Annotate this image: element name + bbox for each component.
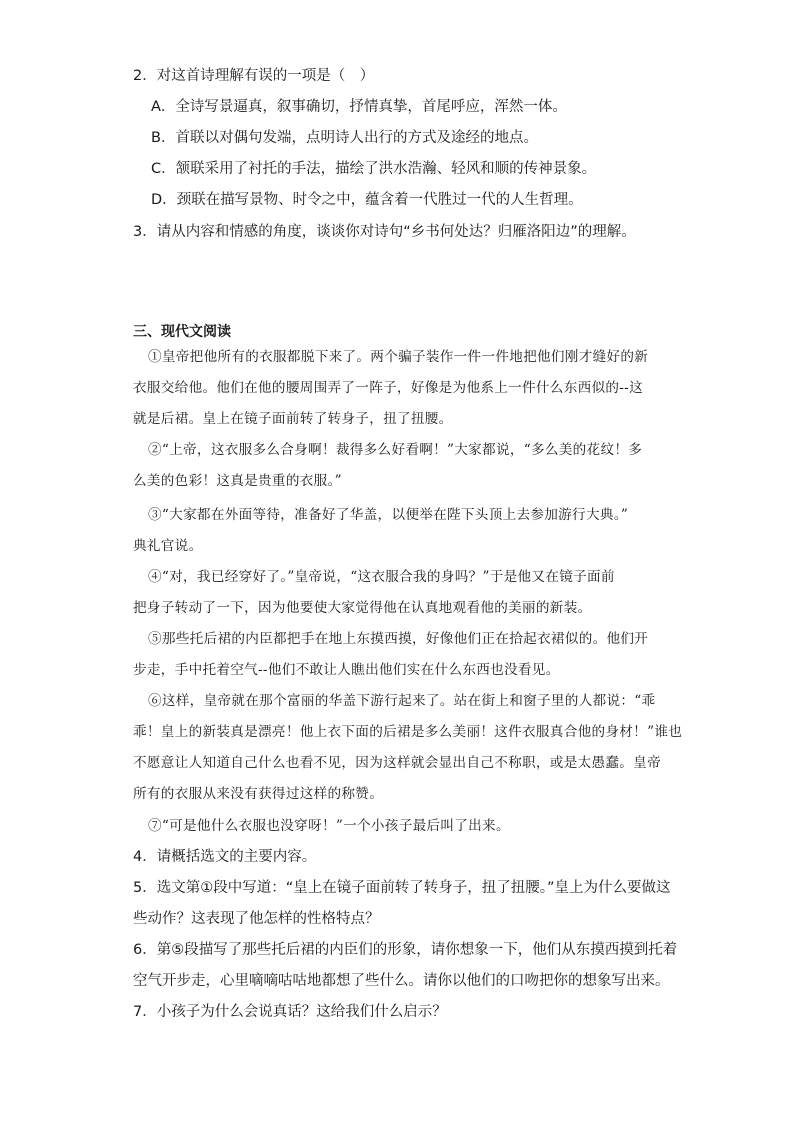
paragraph-1-line-3: 就是后裙。皇上在镜子面前转了转身子，扭了扭腰。 [133,411,453,427]
paragraph-6-line-2: 乖！皇上的新装真是漂亮！他上衣下面的后裙是多么美丽！这件衣服真合他的身材！”谁也 [133,724,683,740]
paragraph-6-line-1: ⑥这样，皇帝就在那个富丽的华盖下游行起来了。站在街上和窗子里的人都说：“乖 [148,693,656,709]
question-4: 4．请概括选文的主要内容。 [133,849,317,865]
question-6-line-2: 空气开步走，心里嘀嘀咕咕地都想了些什么。请你以他们的口吻把你的想象写出来。 [133,973,670,989]
option-c: C．颔联采用了衬托的手法，描绘了洪水浩瀚、轻风和顺的传神景象。 [151,161,597,177]
paragraph-4-line-1: ④“对，我已经穿好了。”皇帝说，“这衣服合我的身吗？”于是他又在镜子面前 [148,569,615,585]
question-5-line-2: 些动作？这表现了他怎样的性格特点？ [133,911,380,927]
paragraph-5-line-2: 步走，手中托着空气--他们不敢让人瞧出他们实在什么东西也没看见。 [133,662,560,678]
question-5-line-1: 5．选文第①段中写道：“皇上在镜子面前转了转身子，扭了扭腰。”皇上为什么要做这 [133,880,671,896]
paragraph-6-line-4: 所有的衣服从来没有获得过这样的称赞。 [133,786,384,802]
paragraph-3-line-1: ③“大家都在外面等待，准备好了华盖，以便举在陛下头顶上去参加游行大典。” [148,507,629,523]
paragraph-5-line-1: ⑤那些托后裙的内臣都把手在地上东摸西摸，好像他们正在拾起衣裙似的。他们开 [148,631,649,647]
paragraph-2-line-1: ②“上帝，这衣服多么合身啊！裁得多么好看啊！”大家都说，“多么美的花纹！多 [148,442,643,458]
question-6-line-1: 6．第⑤段描写了那些托后裙的内臣们的形象，请你想象一下，他们从东摸西摸到托着 [133,942,678,958]
paragraph-7-line-1: ⑦“可是他什么衣服也没穿呀！”一个小孩子最后叫了出来。 [148,818,510,834]
question-2: 2．对这首诗理解有误的一项是（ ） [133,68,375,84]
paragraph-2-line-2: 么美的色彩！这真是贵重的衣服。” [133,473,342,489]
section-heading: 三、现代文阅读 [133,324,231,340]
paragraph-1-line-2: 衣服交给他。他们在他的腰周围弄了一阵子，好像是为他系上一件什么东西似的--这 [133,380,643,396]
paragraph-1-line-1: ①皇帝把他所有的衣服都脱下来了。两个骗子装作一件一件地把他们刚才缝好的新 [148,349,649,365]
option-b: B．首联以对偶句发端，点明诗人出行的方式及途经的地点。 [151,130,538,146]
question-7: 7．小孩子为什么会说真话？这给我们什么启示？ [133,1004,447,1020]
paragraph-3-line-2: 典礼官说。 [133,538,203,554]
paragraph-4-line-2: 把身子转动了一下，因为他要使大家觉得他在认真地观看他的美丽的新装。 [133,600,592,616]
question-3: 3．请从内容和情感的角度，谈谈你对诗句“乡书何处达？归雁洛阳边”的理解。 [133,224,636,240]
paragraph-6-line-3: 不愿意让人知道自己什么也看不见，因为这样就会显出自己不称职，或是太愚蠢。皇帝 [133,755,661,771]
option-d: D．颈联在描写景物、时令之中，蕴含着一代胜过一代的人生哲理。 [151,192,583,208]
option-a: A．全诗写景逼真，叙事确切，抒情真挚，首尾呼应，浑然一体。 [151,99,567,115]
